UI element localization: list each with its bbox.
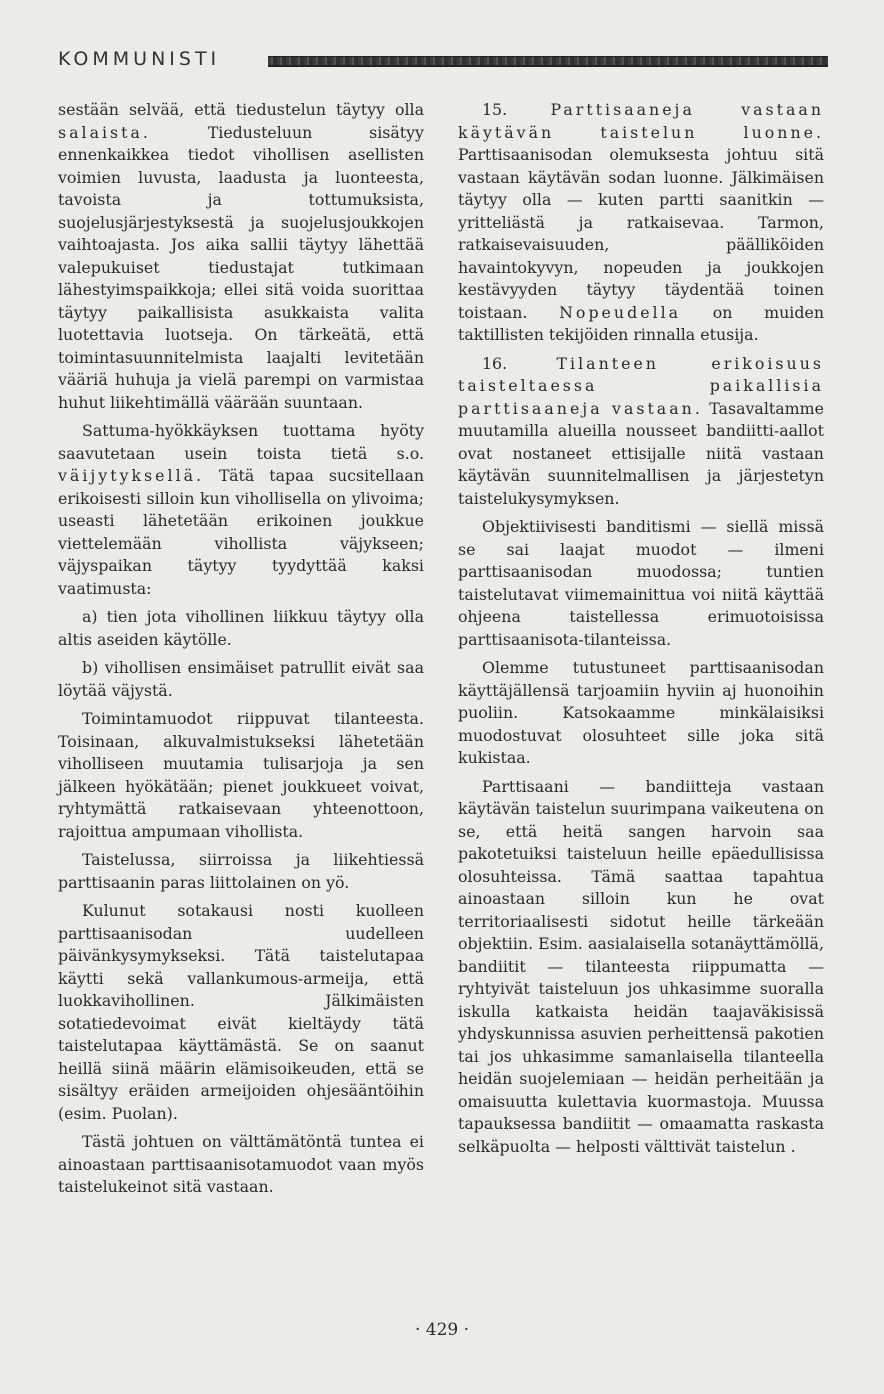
page-header xyxy=(58,48,828,78)
paragraph: Kulunut sotakausi nosti kuolleen parttisaanisodan uudelleen päivänkysymykseksi. Tätä taistelutapaa käytti sekä vallankumous-armeija, että luokkavihollinen. Jälkimäisten sotatiedevoimat eivät kieltäydy tätä taistelutapaa käyttämästä. Se on saanut heillä siinä määrin elämisoikeuden, että se sisältyy eräiden armeijoiden ohjesääntöihin (esim. Puolan). xyxy=(58,901,424,1123)
spaced-emphasis: salaista. xyxy=(58,122,151,142)
section-heading: Parttisaaneja vastaan käytävän taistelun luonne. xyxy=(458,100,824,142)
paragraph-text: Tätä tapaa sucsitellaan erikoisesti silloin kun vihollisella on ylivoima; useasti lähetetään erikoinen joukkue viettelemään vihollista väjykseen; väjyspaikan täytyy tyydyttää kaksi vaatimusta: xyxy=(58,466,424,598)
paragraph: Taistelussa, siirroissa ja liikehtiessä parttisaanin paras liittolainen on yö. xyxy=(58,850,424,892)
page-number: · 429 · xyxy=(414,1320,470,1340)
right-column xyxy=(458,99,824,1164)
left-column xyxy=(58,99,424,1205)
section-number: 16. xyxy=(482,353,508,373)
paragraph: Tästä johtuen on välttämätöntä tuntea ei ainoastaan parttisaanisotamuodot vaan myös taistelukeinot sitä vastaan. xyxy=(58,1132,424,1196)
list-item: a) tien jota vihollinen liikkuu täytyy olla altis aseiden käytölle. xyxy=(58,607,424,649)
paragraph xyxy=(58,420,424,600)
section-heading: Tilanteen erikoisuus taisteltaessa paikallisia parttisaaneja vastaan. xyxy=(458,353,824,418)
paragraph: Objektiivisesti banditismi — siellä missä se sai laajat muodot — ilmeni parttisaanisodan muodossa; tuntien taistelutavat viimemainittua voi niitä käyttää ohjeena taistellessa erimuotoisissa parttisaanisota-tilanteissa. xyxy=(458,517,824,649)
paragraph: Toimintamuodot riippuvat tilanteesta. Toisinaan, alkuvalmistukseksi lähetetään viholliseen muutamia tulisarjoja ja sen jälkeen hyökätään; pienet joukkueet voivat, ryhtymättä ratkaisevaan yhteenottoon, rajoittua ampumaan vihollista. xyxy=(58,709,424,841)
paragraph: Parttisaani — bandiitteja vastaan käytävän taistelun suurimpana vaikeutena on se, että heitä sangen harvoin saa pakotetuiksi taisteluun heille epäedullisissa olosuhteissa. Tämä saattaa tapahtua ainoastaan silloin kun he ovat territoriaalisesti sidotut heille tärkeään objektiin. Esim. aasialaisella sotanäyttämöllä, bandiitit — tilanteesta riippumatta — ryhtyivät taisteluun jos uhkasimme suoralla iskulla katkaista heidän taajaväkisissä yhdyskunnissa asuvien perheittensä pakotien tai jos uhkasimme samanlaisella tilanteella heidän suojelemiaan — heidän perheitään ja omaisuutta kulettavia kuormastoja. Muussa tapauksessa bandiitit — omaamatta raskasta selkäpuolta — helposti välttivät taistelun . xyxy=(458,776,824,1156)
paragraph-text: Tiedusteluun sisätyy ennenkaikkea tiedot vihollisen asellisten voimien luvusta, laadusta ja luonteesta, tavoista ja tottumuksista, suojelusjärjestyksestä ja suojelusjoukkojen vaihtoajasta. Jos aika sallii täytyy lähettää valepukuiset tiedustajat tutkimaan lähestyimspaikkoja; ellei sitä voida suorittaa täytyy paikallisista asukkaista valita luotettavia luotseja. On tärkeätä, että toimintasuunnitelmista laajalti levitetään vääriä huhuja ja vielä parempi on varmistaa huhut liikehtimällä väärään suuntaan. xyxy=(58,122,424,412)
header-rule xyxy=(268,56,828,67)
section-number: 15. xyxy=(482,100,508,119)
paragraph-text: Parttisaanisodan olemuksesta johtuu sitä vastaan käytävän sodan luonne. Jälkimäisen täytyy olla — kuten partti saanitkin — yritteliästä ja ratkaisevaa. Tarmon, ratkaisevaisuuden, päälliköiden havaintokyvyn, nopeuden ja joukkojen kestävyyden täytyy täydentää toinen toistaan. xyxy=(458,145,824,322)
paragraph-text: on muiden taktillisten tekijöiden rinnalla etusija. xyxy=(458,302,824,344)
section-16 xyxy=(458,353,824,511)
paragraph-text: sestään selvää, että tiedustelun täytyy olla xyxy=(58,100,424,119)
section-15 xyxy=(458,99,824,347)
paragraph xyxy=(58,99,424,414)
spaced-emphasis: väijytyksellä. xyxy=(58,466,205,485)
paragraph-text: Sattuma-hyökkäyksen tuottama hyöty saavutetaan usein toista tietä s.o. xyxy=(58,421,424,463)
paragraph: Olemme tutustuneet parttisaanisodan käyttäjällensä tarjoamiin hyviin aj huonoihin puoliin. Katsokaamme minkälaisiksi muodostuvat olosuhteet sille joka sitä kukistaa. xyxy=(458,658,824,767)
journal-title: KOMMUNISTI xyxy=(58,48,221,70)
list-item: b) vihollisen ensimäiset patrullit eivät saa löytää väjystä. xyxy=(58,658,424,700)
paragraph-text: Tasavaltamme muutamilla alueilla nousseet bandiitti-aallot ovat nostaneet ettisijalle niitä vastaan käytävän suunnitelmallisen ja järjestetyn taistelukysymyksen. xyxy=(458,398,824,508)
spaced-emphasis: Nopeudella xyxy=(559,302,682,322)
